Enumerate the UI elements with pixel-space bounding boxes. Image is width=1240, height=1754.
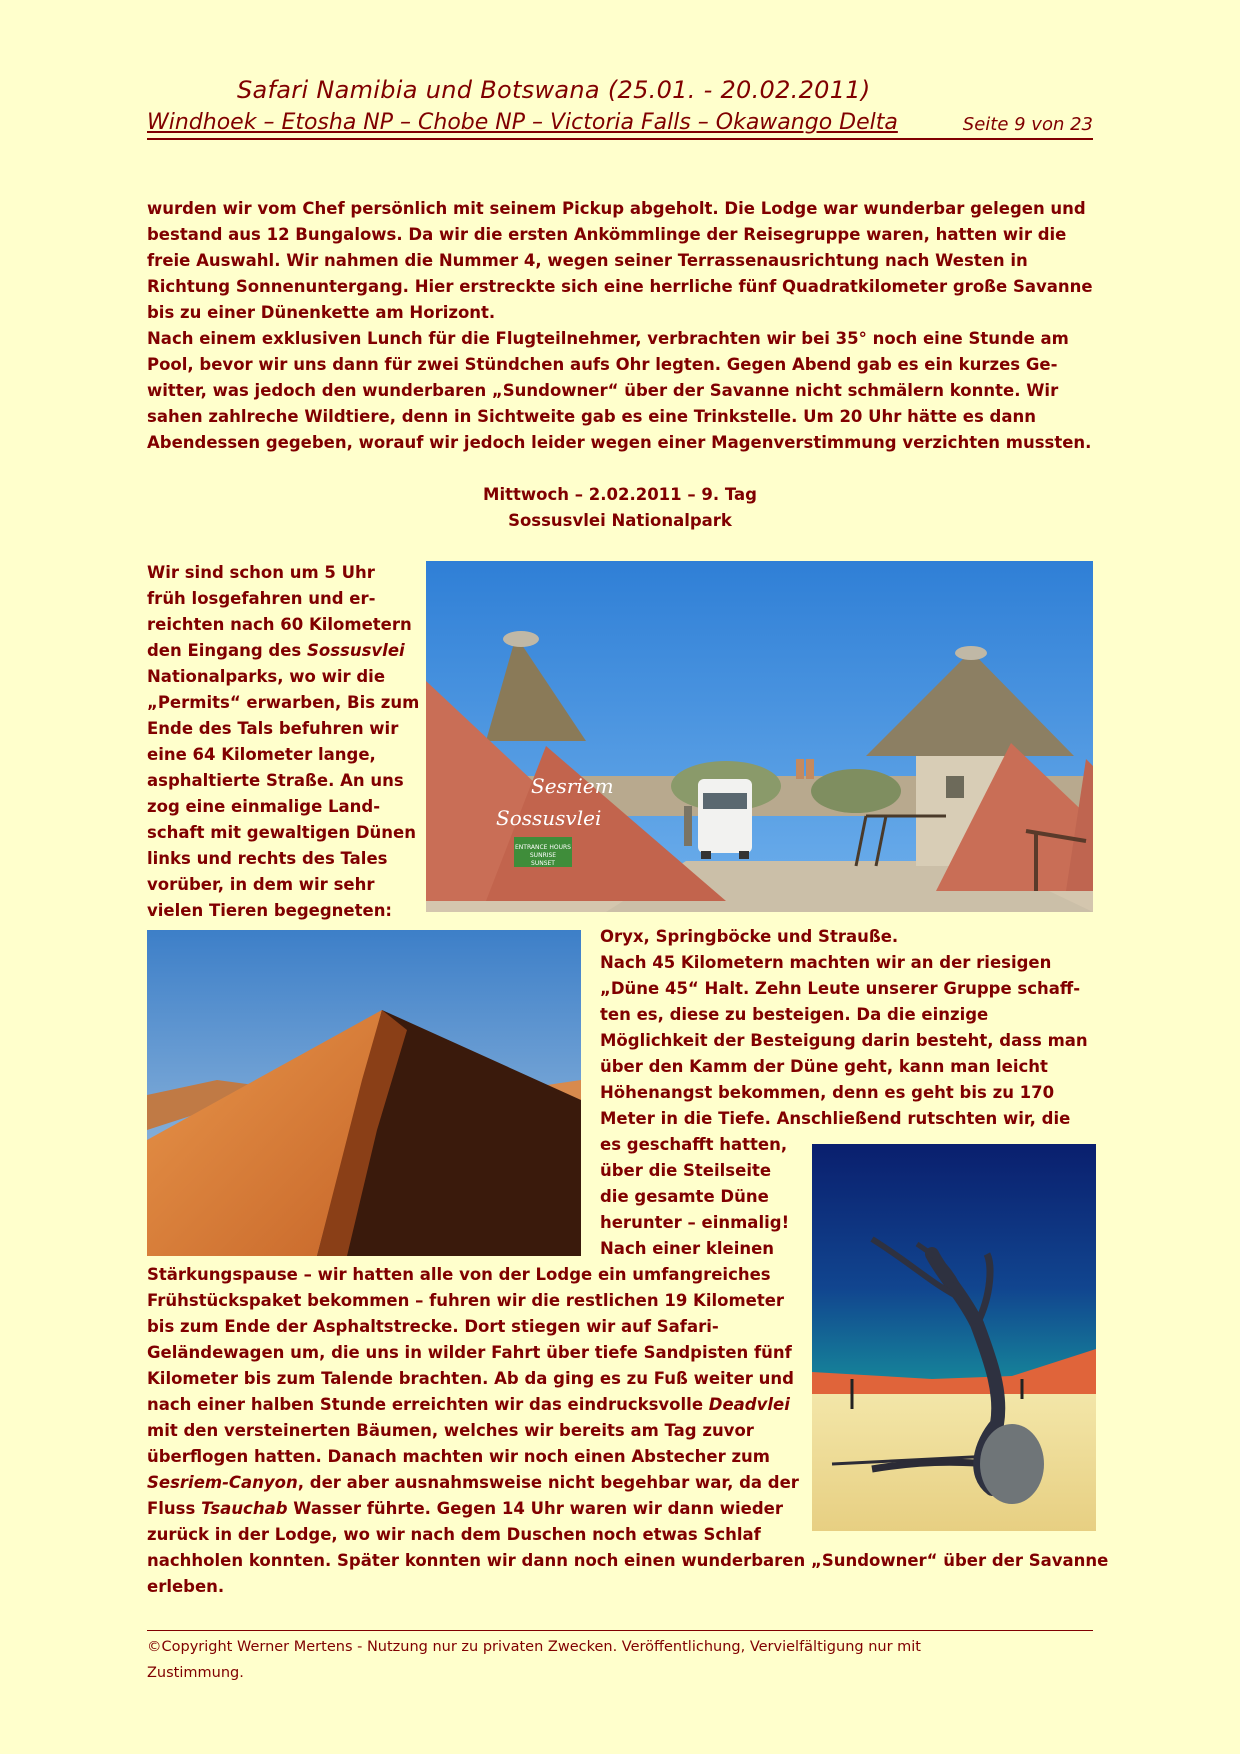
text-line: Nach 45 Kilometern machten wir an der riesigen (600, 953, 1052, 972)
italic-place-name: Sesriem-Canyon (147, 1473, 298, 1492)
text-line (147, 1496, 1107, 1522)
intro-paragraph (147, 196, 1093, 456)
text-line: reichten nach 60 Kilometern (147, 615, 412, 634)
text-line: Höhenangst bekommen, denn es geht bis zu 170 (600, 1083, 1055, 1102)
text-line: es geschafft hatten, (600, 1135, 788, 1154)
text-line: ten es, diese zu besteigen. Da die einzige (600, 1005, 989, 1024)
copyright-text: ©Copyright Werner Mertens - Nutzung nur zu privaten Zwecken. Veröffentlichung, Vervielfältigung nur mit (147, 1639, 921, 1655)
text-line: Meter in die Tiefe. Anschließend rutschten wir, die (600, 1109, 1071, 1128)
text-line: Ende des Tals befuhren wir (147, 719, 399, 738)
text-line: Abendessen gegeben, worauf wir jedoch leider wegen einer Magenverstimmung verzichten mussten. (147, 433, 1092, 452)
footer-copyright (147, 1634, 1093, 1686)
day-heading-location: Sossusvlei Nationalpark (508, 511, 732, 530)
text-line: bestand aus 12 Bungalows. Da wir die ersten Ankömmlinge der Reisegruppe waren, hatten wir die (147, 225, 1067, 244)
text-line: bis zu einer Dünenkette am Horizont. (147, 303, 496, 322)
document-title: Safari Namibia und Botswana (25.01. - 20.02.2011) (237, 76, 871, 104)
text-line: „Düne 45“ Halt. Zehn Leute unserer Gruppe schaff- (600, 979, 1081, 998)
svg-text:SUNRISE: SUNRISE (529, 852, 557, 859)
text-fragment: Fluss (147, 1499, 202, 1518)
gate-sign-text: Sesriem (531, 774, 614, 798)
route-subtitle: Windhoek – Etosha NP – Chobe NP – Victoria Falls – Okawango Delta (147, 110, 898, 135)
text-line: überflogen hatten. Danach machten wir noch einen Abstecher zum (147, 1447, 770, 1466)
text-fragment: , der aber ausnahmsweise nicht begehbar war, da der (297, 1473, 799, 1492)
text-line: Frühstückspaket bekommen – fuhren wir die restlichen 19 Kilometer (147, 1291, 785, 1310)
day-heading-date: Mittwoch – 2.02.2011 – 9. Tag (483, 485, 757, 504)
bottom-paragraph (147, 1262, 1107, 1600)
text-line: mit den versteinerten Bäumen, welches wir bereits am Tag zuvor (147, 1421, 754, 1440)
text-fragment: nach einer halben Stunde erreichten wir das eindrucksvolle (147, 1395, 709, 1414)
text-line: zurück in der Lodge, wo wir nach dem Duschen noch etwas Schlaf (147, 1525, 761, 1544)
italic-place-name: Sossusvlei (306, 641, 405, 660)
text-line: wurden wir vom Chef persönlich mit seinem Pickup abgeholt. Die Lodge war wunderbar gelegen und (147, 199, 1086, 218)
text-line: Oryx, Springböcke und Strauße. (600, 927, 899, 946)
text-line: Pool, bevor wir uns dann für zwei Stündchen aufs Ohr legten. Gegen Abend gab es ein kurzes Ge- (147, 355, 1058, 374)
svg-text:ENTRANCE HOURS: ENTRANCE HOURS (515, 844, 571, 851)
text-line (147, 638, 422, 664)
text-line: Nationalparks, wo wir die (147, 667, 386, 686)
text-line: schaft mit gewaltigen Dünen (147, 823, 416, 842)
text-line: früh losgefahren und er- (147, 589, 376, 608)
photo-sesriem-gate (426, 561, 1093, 912)
text-line: Möglichkeit der Besteigung darin besteht, dass man (600, 1031, 1088, 1050)
text-fragment: Wasser führte. Gegen 14 Uhr waren wir dann wieder (287, 1499, 783, 1518)
text-line: Kilometer bis zum Talende brachten. Ab da ging es zu Fuß weiter und (147, 1369, 794, 1388)
svg-text:Sossusvlei: Sossusvlei (496, 806, 602, 830)
text-line: links und rechts des Tales (147, 849, 388, 868)
text-line: Geländewagen um, die uns in wilder Fahrt über tiefe Sandpisten fünf (147, 1343, 792, 1362)
text-line: Nach einem exklusiven Lunch für die Flugteilnehmer, verbrachten wir bei 35° noch eine Stunde am (147, 329, 1069, 348)
dune-illustration (147, 930, 581, 1256)
text-line: zog eine einmalige Land- (147, 797, 381, 816)
italic-place-name: Deadvlei (708, 1395, 790, 1414)
header-route-bar (147, 110, 1093, 140)
footer-divider (147, 1630, 1093, 1631)
text-line: die gesamte Düne (600, 1187, 769, 1206)
text-line: nachholen konnten. Später konnten wir dann noch einen wunderbaren „Sundowner“ über der Savanne (147, 1551, 1109, 1570)
page-indicator: Seite 9 von 23 (962, 114, 1093, 135)
text-line: vorüber, in dem wir sehr (147, 875, 375, 894)
text-line: Nach einer kleinen (600, 1239, 775, 1258)
text-line: über die Steilseite (600, 1161, 772, 1180)
text-line: herunter – einmalig! (600, 1213, 790, 1232)
italic-river-name: Tsauchab (201, 1499, 288, 1518)
svg-text:SUNSET: SUNSET (531, 860, 555, 867)
text-line: über den Kamm der Düne geht, kann man leicht (600, 1057, 1048, 1076)
text-line: Stärkungspause – wir hatten alle von der Lodge ein umfangreiches (147, 1265, 771, 1284)
photo-dune-45 (147, 930, 581, 1256)
text-line: asphaltierte Straße. An uns (147, 771, 404, 790)
text-line: Richtung Sonnenuntergang. Hier erstreckte sich eine herrliche fünf Quadratkilometer große Savanne (147, 277, 1093, 296)
text-line: witter, was jedoch den wunderbaren „Sundowner“ über der Savanne nicht schmälern konnte. Wir (147, 381, 1059, 400)
text-line: erleben. (147, 1577, 225, 1596)
copyright-text-cont: Zustimmung. (147, 1665, 244, 1681)
left-column-text (147, 560, 422, 924)
gate-illustration (426, 561, 1093, 912)
text-line: eine 64 Kilometer lange, (147, 745, 376, 764)
text-line: bis zum Ende der Asphaltstrecke. Dort stiegen wir auf Safari- (147, 1317, 719, 1336)
text-line (147, 1392, 1107, 1418)
text-line: vielen Tieren begegneten: (147, 901, 393, 920)
text-line: Wir sind schon um 5 Uhr (147, 563, 375, 582)
text-fragment: den Eingang des (147, 641, 307, 660)
text-line: „Permits“ erwarben, Bis zum (147, 693, 420, 712)
text-line (147, 1470, 1107, 1496)
text-line: freie Auswahl. Wir nahmen die Nummer 4, wegen seiner Terrassenausrichtung nach Westen in (147, 251, 1028, 270)
text-line: sahen zahlreche Wildtiere, denn in Sichtweite gab es eine Trinkstelle. Um 20 Uhr hätte es dann (147, 407, 1036, 426)
day-heading (147, 482, 1093, 534)
